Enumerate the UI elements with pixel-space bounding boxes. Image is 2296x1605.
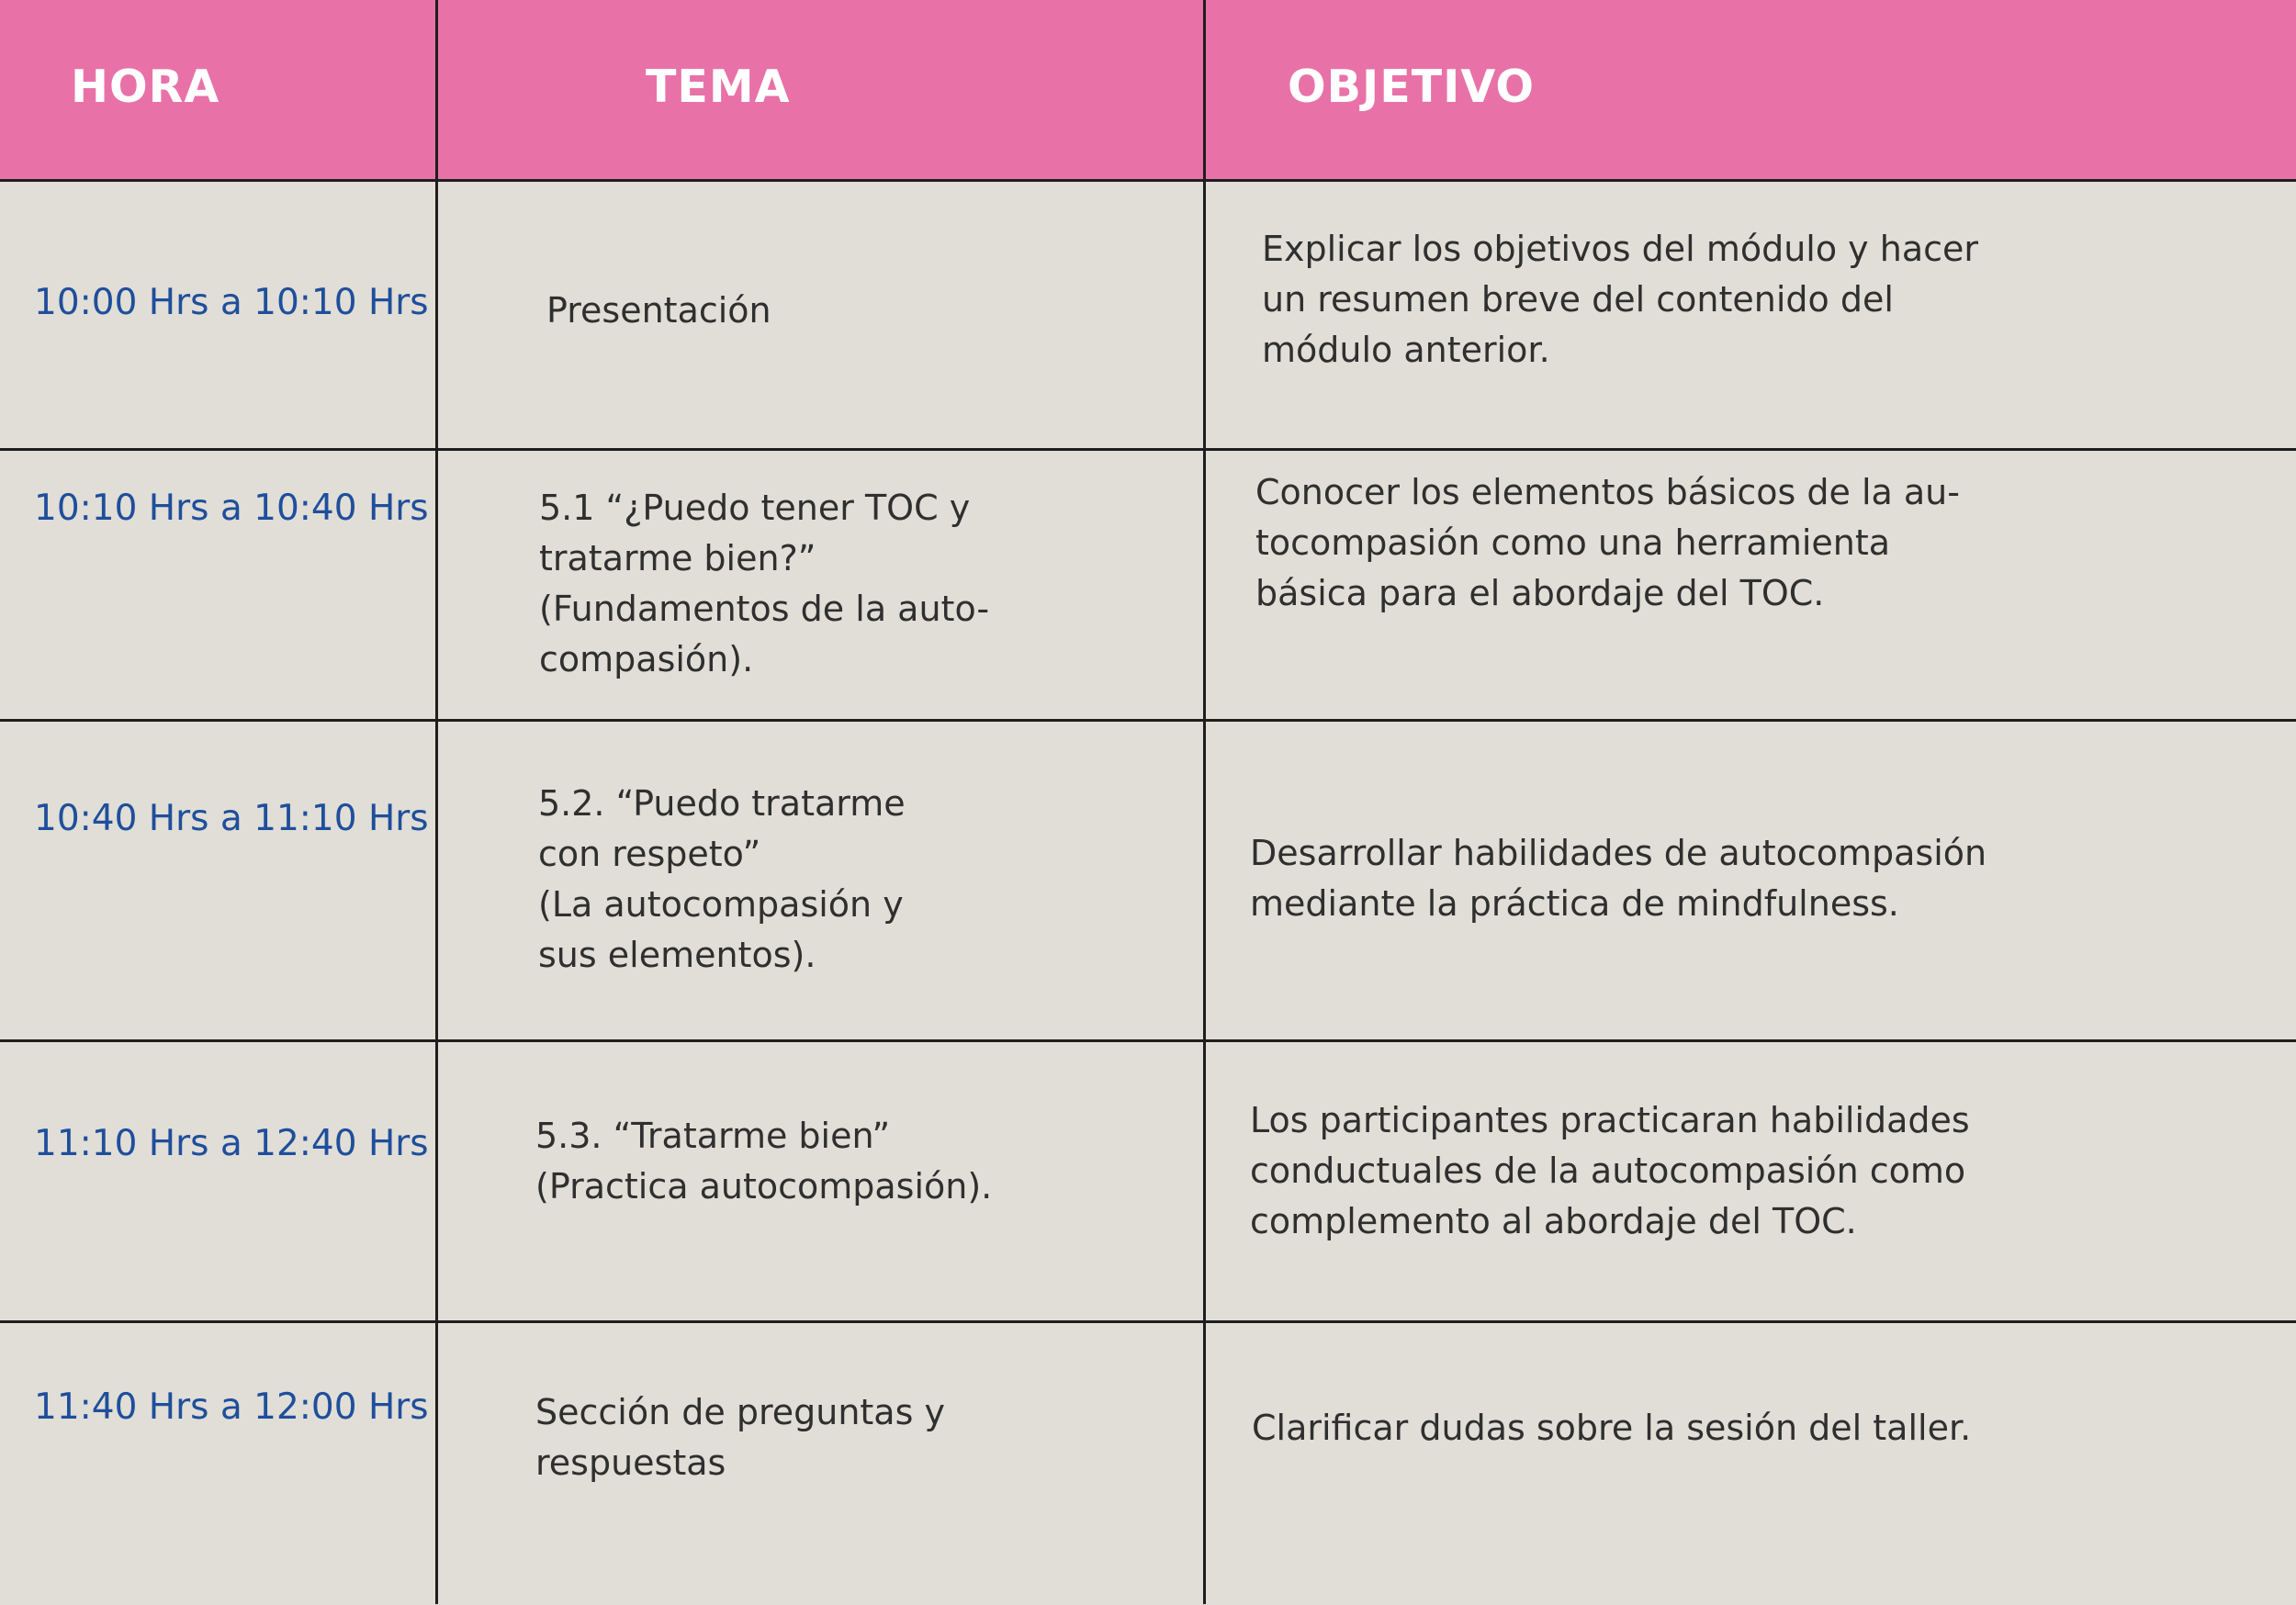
row-5-tema: Sección de preguntas y respuestas	[438, 1323, 1203, 1604]
row-5-objetivo: Clarificar dudas sobre la sesión del taller.	[1206, 1323, 2296, 1604]
row-2-tema: 5.1 “¿Puedo tener TOC y tratarme bien?” (Fundamentos de la auto- compasión).	[438, 451, 1203, 719]
header-objetivo: OBJETIVO	[1206, 0, 2296, 179]
row-5-hora: 11:40 Hrs a 12:00 Hrs	[0, 1323, 435, 1604]
row-4-tema: 5.3. “Tratarme bien” (Practica autocompasión).	[438, 1042, 1203, 1320]
row-1-tema: Presentación	[438, 182, 1203, 448]
header-hora: HORA	[0, 0, 435, 179]
row-4-hora: 11:10 Hrs a 12:40 Hrs	[0, 1042, 435, 1320]
row-1-objetivo: Explicar los objetivos del módulo y hacer un resumen breve del contenido del módulo anterior.	[1206, 182, 2296, 448]
row-4-objetivo: Los participantes practicaran habilidades conductuales de la autocompasión como complemento al abordaje del TOC.	[1206, 1042, 2296, 1320]
row-3-objetivo: Desarrollar habilidades de autocompasión mediante la práctica de mindfulness.	[1206, 722, 2296, 1039]
row-3-hora: 10:40 Hrs a 11:10 Hrs	[0, 722, 435, 1039]
row-2-hora: 10:10 Hrs a 10:40 Hrs	[0, 451, 435, 719]
header-tema: TEMA	[438, 0, 1203, 179]
row-1-hora: 10:00 Hrs a 10:10 Hrs	[0, 182, 435, 448]
row-2-objetivo: Conocer los elementos básicos de la au- tocompasión como una herramienta básica para el abordaje del TOC.	[1206, 451, 2296, 719]
row-3-tema: 5.2. “Puedo tratarme con respeto” (La autocompasión y sus elementos).	[438, 722, 1203, 1039]
